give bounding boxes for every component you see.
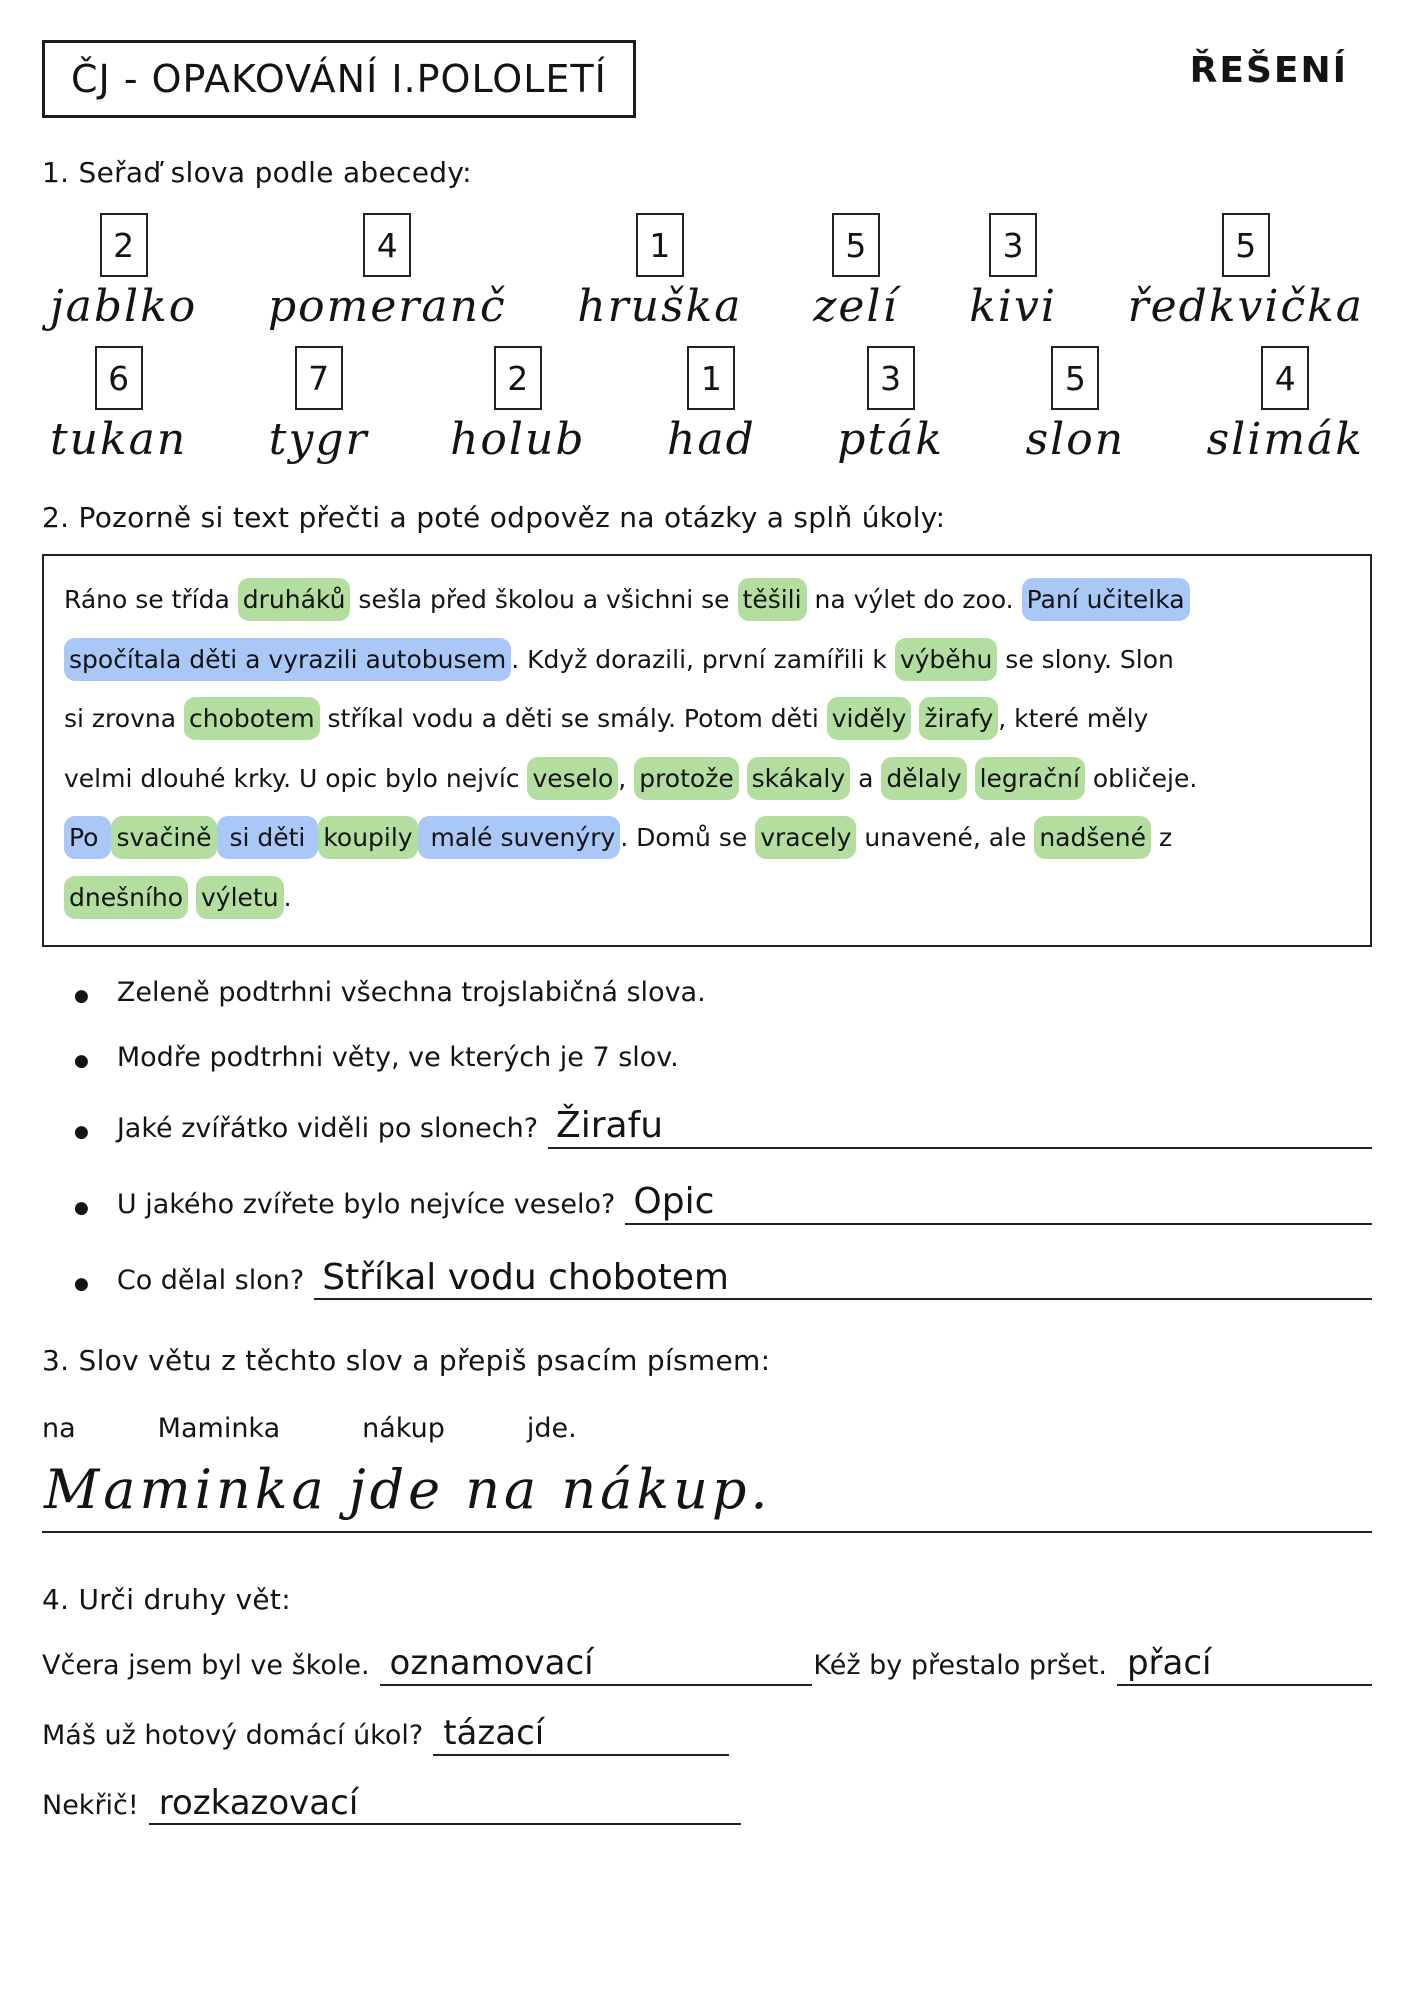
word-item [813,213,898,332]
example-sentence: Máš už hotový domácí úkol? [42,1720,424,1752]
order-number-box: 3 [867,346,915,410]
word-item [1207,346,1364,465]
bullet-icon: ● [74,1122,89,1142]
word-item [577,213,742,332]
scrambled-word: nákup [362,1413,445,1445]
sentence-type-item [42,1713,729,1756]
text-segment: Ráno se třída [64,585,238,614]
cursive-word: tukan [50,414,188,465]
green-highlight: dnešního [64,876,188,919]
handwritten-answer: Žirafu [556,1105,664,1146]
order-number-box: 4 [1261,346,1309,410]
text-segment: si zrovna [64,704,184,733]
text-line [64,570,1350,630]
blue-highlight: Po [64,816,111,859]
order-number-box: 5 [1222,213,1270,277]
blue-highlight: spočítala děti a vyrazili autobusem [64,638,511,681]
green-highlight: dělaly [881,757,966,800]
answer-line [1117,1643,1372,1686]
word-item [837,346,944,465]
text-segment: unavené, ale [856,823,1035,852]
cursive-word: slimák [1206,414,1364,465]
example-sentence: Nekřič! [42,1789,139,1821]
example-sentence: Včera jsem byl ve škole. [42,1650,370,1682]
green-highlight: veselo [527,757,618,800]
bullet-question: Zeleně podtrhni všechna trojslabičná slova. [116,977,706,1008]
handwritten-answer: Stříkal vodu chobotem [322,1256,729,1298]
bullet-item [74,1107,1372,1149]
exercise4-heading: 4. Urči druhy vět: [42,1583,291,1617]
scrambled-words [42,1413,1372,1444]
exercise-1 [42,156,1372,465]
word-item [667,346,756,465]
cursive-word: slon [1025,414,1126,465]
text-line [64,808,1350,868]
order-number-box: 4 [363,213,411,277]
word-item [50,346,187,465]
answer-line [380,1643,812,1686]
order-number-box: 7 [295,346,343,410]
bullet-question: Jaké zvířátko viděli po slonech? [116,1113,539,1144]
reading-text-box [42,554,1372,947]
handwritten-answer: oznamovací [389,1643,594,1684]
page-header [42,40,1372,118]
text-segment: . Když dorazili, první zamířili k [511,644,895,674]
answer-line [548,1107,1372,1149]
green-highlight: protože [634,757,739,800]
order-number-box: 5 [1051,346,1099,410]
text-segment [739,764,747,793]
text-line [64,868,1350,928]
bullet-icon: ● [74,1051,89,1071]
green-highlight: těšili [738,578,807,621]
exercise3-heading: 3. Slov větu z těchto slov a přepiš psacím písmem: [42,1344,771,1378]
exercise-2 [42,501,1372,1300]
text-segment: , [618,763,635,793]
word-item [269,346,369,465]
order-number-box: 5 [832,213,880,277]
word-item [450,346,585,465]
green-highlight: skákaly [747,757,850,800]
order-number-box: 3 [989,213,1037,277]
bullet-icon: ● [74,986,89,1006]
solution-label: ŘEŠENÍ [1189,50,1348,91]
worksheet-title: ČJ - OPAKOVÁNÍ I.POLOLETÍ [42,40,636,118]
alphabet-row-2 [42,346,1372,465]
bullet-icon: ● [74,1197,89,1218]
handwritten-answer: Opic [633,1180,715,1222]
sentence-type-row [42,1713,1372,1756]
question-list [42,977,1372,1300]
cursive-word: tygr [268,414,369,465]
blue-highlight: si děti [217,816,319,859]
sentence-type-item [42,1782,741,1826]
cursive-word: jablko [50,281,198,332]
cursive-answer-line [42,1452,1372,1533]
sentence-type-item [42,1643,813,1686]
sentence-type-row [42,1643,1372,1686]
scrambled-word: jde. [526,1413,577,1445]
word-item [50,213,197,332]
handwritten-answer: rozkazovací [158,1782,359,1823]
green-highlight: žirafy [919,697,998,740]
text-segment: se slony. Slon [997,644,1174,674]
cursive-word: ředkvička [1127,281,1364,332]
word-item [1026,346,1125,465]
bullet-item [74,1180,1372,1225]
order-number-box: 1 [687,346,735,410]
cursive-word: pták [837,414,945,465]
green-highlight: koupily [318,816,417,859]
text-segment [188,883,196,912]
cursive-word: pomeranč [267,281,507,332]
word-item [268,213,507,332]
order-number-box: 1 [636,213,684,277]
alphabet-row-1 [42,213,1372,332]
cursive-word: hruška [577,281,743,332]
green-highlight: výběhu [895,638,998,681]
bullet-item [74,1256,1372,1301]
order-number-box: 2 [100,213,148,277]
word-item [969,213,1057,332]
answer-line [433,1713,729,1756]
text-segment: stříkal vodu a děti se smály. Potom děti [319,704,827,733]
sentence-type-item [813,1643,1372,1686]
green-highlight: chobotem [184,697,320,740]
handwritten-answer: tázací [443,1713,545,1754]
scrambled-word: na [42,1413,76,1445]
bullet-icon: ● [74,1273,89,1294]
exercise-4 [42,1583,1372,1825]
green-highlight: nadšené [1034,816,1151,859]
handwritten-answer: přací [1126,1643,1212,1684]
bullet-item [74,977,1372,1008]
bullet-question: U jakého zvířete bylo nejvíce veselo? [116,1188,616,1220]
example-sentence: Kéž by přestalo pršet. [813,1650,1107,1682]
blue-highlight: Paní učitelka [1022,578,1190,621]
cursive-word: zelí [813,281,899,332]
sentence-type-row [42,1782,1372,1826]
order-number-box: 6 [95,346,143,410]
green-highlight: svačině [111,816,216,859]
text-segment: , které měly [998,704,1149,733]
answer-line [149,1782,741,1826]
text-segment: obličeje. [1084,763,1198,793]
bullet-question: Modře podtrhni věty, ve kterých je 7 slov. [116,1042,679,1073]
scrambled-word: Maminka [157,1413,281,1445]
bullet-item [74,1042,1372,1073]
text-segment: a [850,763,882,793]
green-highlight: legrační [975,757,1085,800]
text-segment: . Domů se [620,823,756,852]
text-segment: sešla před školou a všichni se [350,585,738,614]
green-highlight: vracely [755,816,856,859]
cursive-answer: Maminka jde na nákup. [44,1458,772,1522]
cursive-word: had [667,414,756,465]
green-highlight: výletu [196,876,284,919]
cursive-word: holub [450,414,586,465]
text-line [64,630,1350,690]
answer-line [625,1180,1372,1225]
text-line [64,689,1350,749]
text-segment: na výlet do zoo. [806,585,1022,614]
green-highlight: viděly [827,697,912,740]
text-segment: velmi dlouhé krky. U opic bylo nejvíc [64,763,528,793]
exercise1-heading: 1. Seřaď slova podle abecedy: [42,156,472,189]
exercise-3 [42,1344,1372,1533]
text-line [64,749,1350,809]
green-highlight: druháků [238,578,351,621]
text-segment: z [1151,823,1173,852]
order-number-box: 2 [494,346,542,410]
word-item [1128,213,1364,332]
bullet-question: Co dělal slon? [116,1264,305,1296]
answer-line [314,1256,1372,1301]
text-segment: . [283,882,292,912]
exercise2-heading: 2. Pozorně si text přečti a poté odpověz na otázky a splň úkoly: [42,501,946,534]
cursive-word: kivi [969,281,1057,332]
text-segment [967,764,975,793]
blue-highlight: malé suvenýry [418,816,621,859]
